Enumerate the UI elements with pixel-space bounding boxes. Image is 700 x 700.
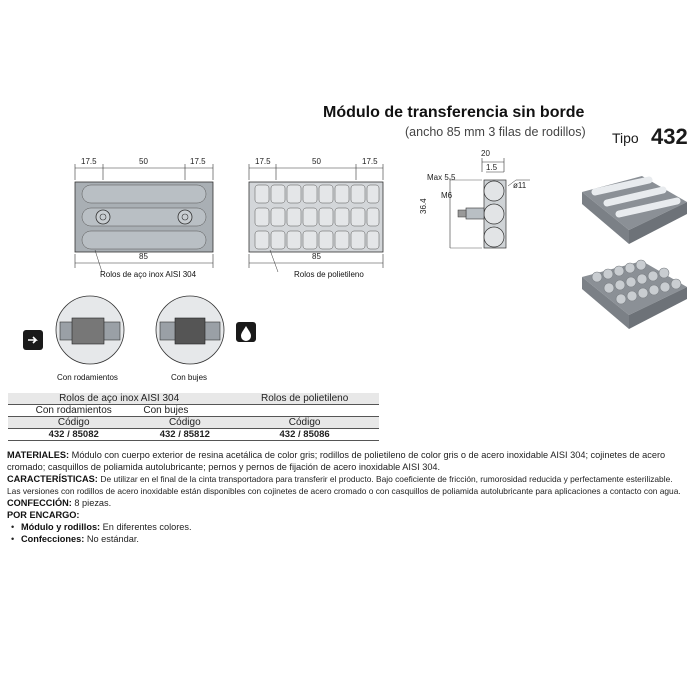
dim-right: 17.5 <box>190 157 206 166</box>
dim-right: 17.5 <box>362 157 378 166</box>
poly-module-photo <box>577 255 692 335</box>
dim-20: 20 <box>481 149 490 158</box>
code-cell: 432 / 85812 <box>159 429 210 440</box>
sub-bearing-header: Con rodamientos <box>35 405 112 416</box>
features-text: De utilizar en el final de la cinta transportadora para transferir el producto. Bajo coeficiente de fricción, rumorosidad reducida y perfectamente esterilizable. <box>100 474 673 484</box>
steel-module-photo <box>577 170 692 250</box>
sub-bushing-header: Con bujes <box>143 405 189 416</box>
dim-middle: 50 <box>312 157 321 166</box>
bearing-detail <box>20 292 130 372</box>
bushing-caption: Con bujes <box>171 373 208 382</box>
order-list <box>7 521 697 545</box>
features-paragraph <box>7 473 697 485</box>
dim-1-5: 1.5 <box>486 163 498 172</box>
code-header: Código <box>288 417 321 428</box>
tipo-label: Tipo <box>612 130 639 146</box>
confection-label: CONFECCIÓN: <box>7 498 72 508</box>
code-header: Código <box>168 417 201 428</box>
features-text-2: Las versiones con rodillos de acero inoxidable están disponibles con cojinetes de acero cromado o con casquillos de poliamida autolubricante para aplicaciones a contacto con agua. <box>7 486 681 496</box>
dim-left: 17.5 <box>81 157 97 166</box>
bearing-caption: Con rodamientos <box>57 373 118 382</box>
dim-diameter: ø11 <box>513 181 527 190</box>
product-description <box>7 449 697 545</box>
dim-max: Max 5.5 <box>427 173 456 182</box>
dim-total: 85 <box>139 252 148 261</box>
bushing-detail <box>150 292 265 372</box>
order-item: • Confecciones: No estándar. <box>21 533 697 545</box>
order-item: • Módulo y rodillos: En diferentes colores. <box>21 521 697 533</box>
poly-roller-label: Rolos de polietileno <box>294 270 364 279</box>
product-code-table <box>8 393 379 441</box>
code-cell: 432 / 85082 <box>48 429 99 440</box>
dim-left: 17.5 <box>255 157 271 166</box>
dim-height: 36.4 <box>419 198 428 214</box>
dim-middle: 50 <box>139 157 148 166</box>
steel-roller-label: Rolos de aço inox AISI 304 <box>100 270 197 279</box>
tipo-number: 432 <box>651 124 688 149</box>
dim-total: 85 <box>312 252 321 261</box>
code-header: Código <box>57 417 90 428</box>
product-subtitle: (ancho 85 mm 3 filas de rodillos) <box>405 125 586 139</box>
confection-paragraph <box>7 497 697 509</box>
materials-paragraph <box>7 449 697 473</box>
order-label: POR ENCARGO: <box>7 510 80 520</box>
group-steel-header: Rolos de aço inox AISI 304 <box>59 393 180 404</box>
code-cell: 432 / 85086 <box>279 429 330 440</box>
thread-label: M6 <box>441 191 453 200</box>
materials-label: MATERIALES: <box>7 450 70 460</box>
materials-text: Módulo con cuerpo exterior de resina acetálica de color gris; rodillos de polietileno de color gris o de acero inoxidable AISI 304; cojinetes de acero cromado; casquillos de poliamida autolubricante; pernos y pernos de fijación de acero inoxidable AISI 304. <box>7 450 666 472</box>
confection-text: 8 piezas. <box>74 498 112 508</box>
features-label: CARACTERÍSTICAS: <box>7 474 98 484</box>
product-title: Módulo de transferencia sin borde <box>323 104 585 121</box>
group-poly-header: Rolos de polietileno <box>260 393 349 404</box>
side-view-drawing <box>420 150 540 260</box>
